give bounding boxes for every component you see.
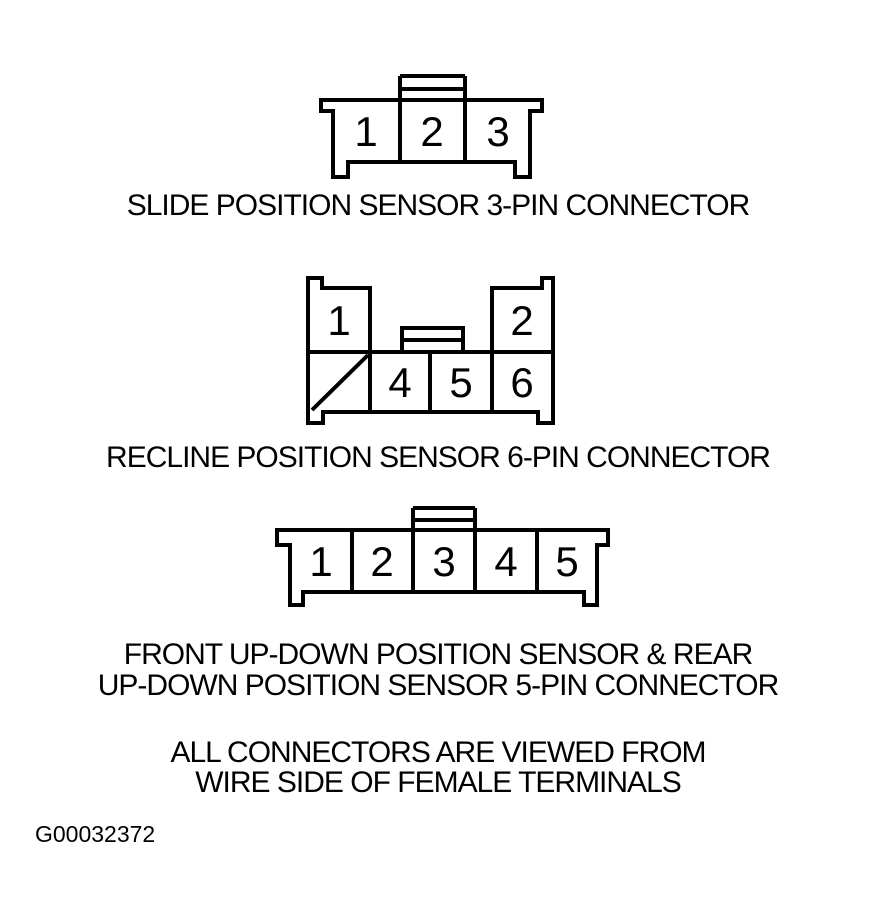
blank-cavity-diagonal xyxy=(312,355,368,410)
front-rear-connector-label-line1: FRONT UP-DOWN POSITION SENSOR & REAR xyxy=(123,638,753,671)
pin-number: 4 xyxy=(494,538,518,585)
slide-connector-drawing xyxy=(321,76,542,177)
front-rear-connector-drawing xyxy=(277,508,608,605)
pin-number: 2 xyxy=(510,297,534,344)
figure-id: G00032372 xyxy=(35,821,156,847)
pin-number: 2 xyxy=(420,108,444,155)
pin-number: 3 xyxy=(486,108,510,155)
pin-number: 2 xyxy=(370,538,394,585)
pin-number: 1 xyxy=(354,108,378,155)
front-rear-connector-label-line2: UP-DOWN POSITION SENSOR 5-PIN CONNECTOR xyxy=(97,669,779,702)
recline-connector-drawing xyxy=(308,278,553,423)
pin-number: 5 xyxy=(555,538,579,585)
pin-number: 1 xyxy=(327,297,351,344)
pin-number: 5 xyxy=(449,359,473,406)
pin-number: 4 xyxy=(388,359,412,406)
pin-number: 3 xyxy=(432,538,456,585)
pin-number: 6 xyxy=(510,359,534,406)
pin-number: 1 xyxy=(309,538,333,585)
slide-connector-label: SLIDE POSITION SENSOR 3-PIN CONNECTOR xyxy=(126,189,750,222)
viewing-note-line2: WIRE SIDE OF FEMALE TERMINALS xyxy=(195,766,681,799)
recline-connector-label: RECLINE POSITION SENSOR 6-PIN CONNECTOR xyxy=(106,441,770,474)
viewing-note-line1: ALL CONNECTORS ARE VIEWED FROM xyxy=(170,736,706,769)
